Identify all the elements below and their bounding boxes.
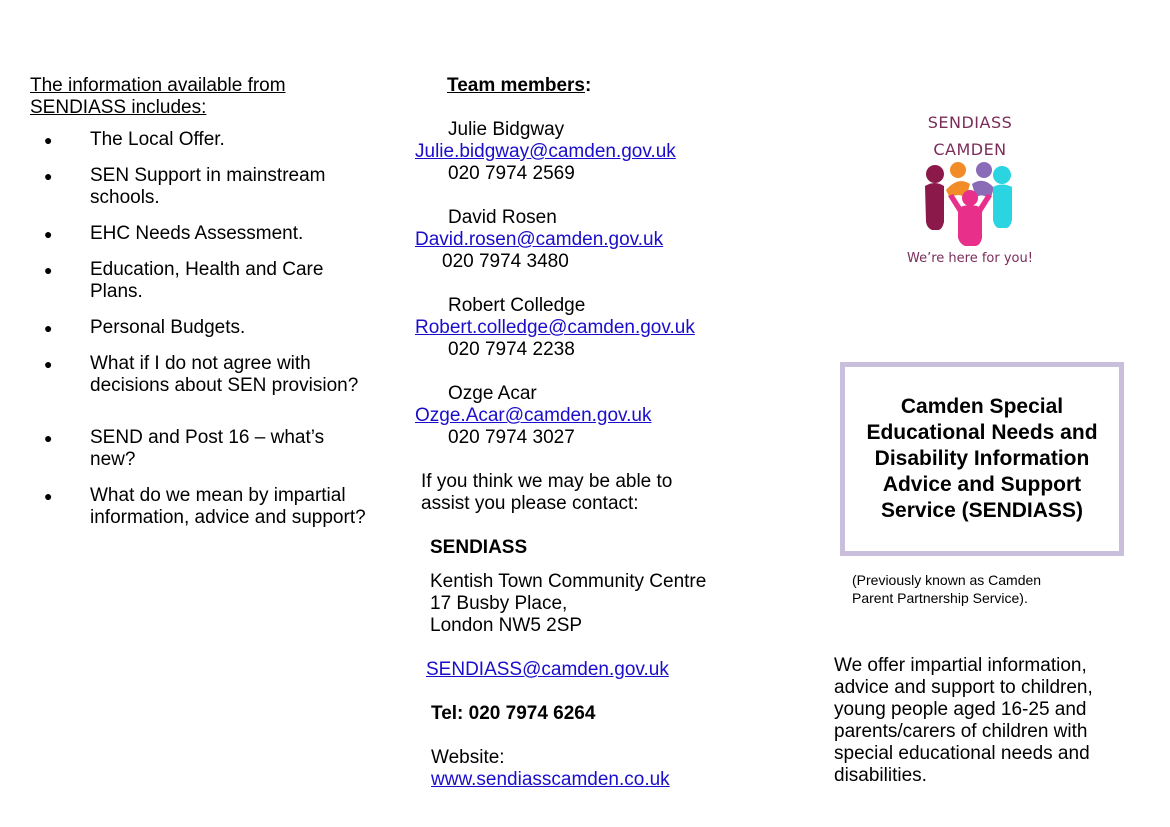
bullet-icon: ● (44, 356, 53, 372)
list-item-text: Education, Health and Care Plans. (90, 259, 324, 302)
contact-prompt-line1: If you think we may be able to (421, 471, 673, 492)
team-member (415, 207, 755, 273)
member-email-link[interactable]: Ozge.Acar@camden.gov.uk (415, 405, 652, 426)
sendiass-email-link[interactable]: SENDIASS@camden.gov.uk (426, 659, 669, 680)
service-title: Camden Special Educational Needs and Disability Information Advice and Support Service (SENDIASS) (866, 395, 1098, 522)
bullet-icon: ● (44, 262, 53, 278)
member-phone: 020 7974 2238 (448, 339, 575, 360)
list-item (30, 485, 370, 529)
info-intro-line1: The information available from (30, 75, 286, 96)
family-figures-icon (920, 162, 1020, 248)
list-item-text: Personal Budgets. (90, 317, 246, 338)
contact-prompt (415, 471, 755, 515)
member-email-link[interactable]: David.rosen@camden.gov.uk (415, 229, 664, 250)
offer-statement: We offer impartial information, advice and support to children, young people aged 16-25 and parents/carers of children with special educational needs and disabilities. (834, 655, 1093, 786)
website-label: Website: (431, 747, 505, 768)
team-title-colon: : (585, 75, 592, 96)
member-phone: 020 7974 2569 (448, 163, 575, 184)
member-name: Ozge Acar (448, 383, 537, 404)
team-title (447, 75, 755, 97)
member-phone: 020 7974 3027 (448, 427, 575, 448)
bullet-icon: ● (44, 320, 53, 336)
list-item-text: What if I do not agree with decisions about SEN provision? (90, 353, 359, 396)
list-item-text: EHC Needs Assessment. (90, 223, 304, 244)
member-name: Julie Bidgway (448, 119, 565, 140)
list-item-text: SEN Support in mainstream schools. (90, 165, 326, 208)
bullet-icon: ● (44, 430, 53, 446)
list-item-text: SEND and Post 16 – what’s new? (90, 427, 325, 470)
list-item (30, 165, 370, 209)
member-phone: 020 7974 3480 (442, 251, 569, 272)
previous-name-note: (Previously known as Camden Parent Partnership Service). (852, 572, 1042, 606)
bullet-icon: ● (44, 168, 53, 184)
member-email-link[interactable]: Julie.bidgway@camden.gov.uk (415, 141, 676, 162)
info-list (30, 129, 370, 529)
contact-prompt-line2: assist you please contact: (421, 493, 639, 514)
address-line1: Kentish Town Community Centre (430, 571, 707, 592)
list-item (30, 259, 370, 303)
logo-text-line1: SENDIASS (927, 113, 1013, 132)
list-item (30, 427, 370, 471)
list-item (30, 317, 370, 339)
address (415, 571, 755, 637)
service-title-box (840, 362, 1124, 556)
team-member (415, 119, 755, 185)
team-member (415, 383, 755, 449)
list-item-text: The Local Offer. (90, 129, 225, 150)
website-link[interactable]: www.sendiasscamden.co.uk (431, 769, 670, 790)
bullet-icon: ● (44, 132, 53, 148)
team-member (415, 295, 755, 361)
list-item (30, 353, 370, 397)
website (415, 747, 755, 791)
address-line2: 17 Busby Place, (430, 593, 568, 614)
telephone: Tel: 020 7974 6264 (431, 703, 596, 724)
bullet-icon: ● (44, 488, 53, 504)
list-item (30, 129, 370, 151)
logo-text-line2: CAMDEN (933, 140, 1007, 159)
info-column (30, 75, 370, 543)
member-name: David Rosen (448, 207, 557, 228)
member-email-link[interactable]: Robert.colledge@camden.gov.uk (415, 317, 695, 338)
member-name: Robert Colledge (448, 295, 586, 316)
team-title-text: Team members (447, 75, 585, 96)
list-item-text: What do we mean by impartial information, advice and support? (90, 485, 366, 528)
bullet-icon: ● (44, 226, 53, 242)
info-intro-line2: SENDIASS includes: (30, 97, 207, 118)
org-name: SENDIASS (430, 537, 528, 558)
team-column (415, 75, 755, 791)
sendiass-logo (900, 110, 1040, 270)
logo-tagline: We’re here for you! (907, 251, 1033, 266)
list-item (30, 223, 370, 245)
address-line3: London NW5 2SP (430, 615, 583, 636)
